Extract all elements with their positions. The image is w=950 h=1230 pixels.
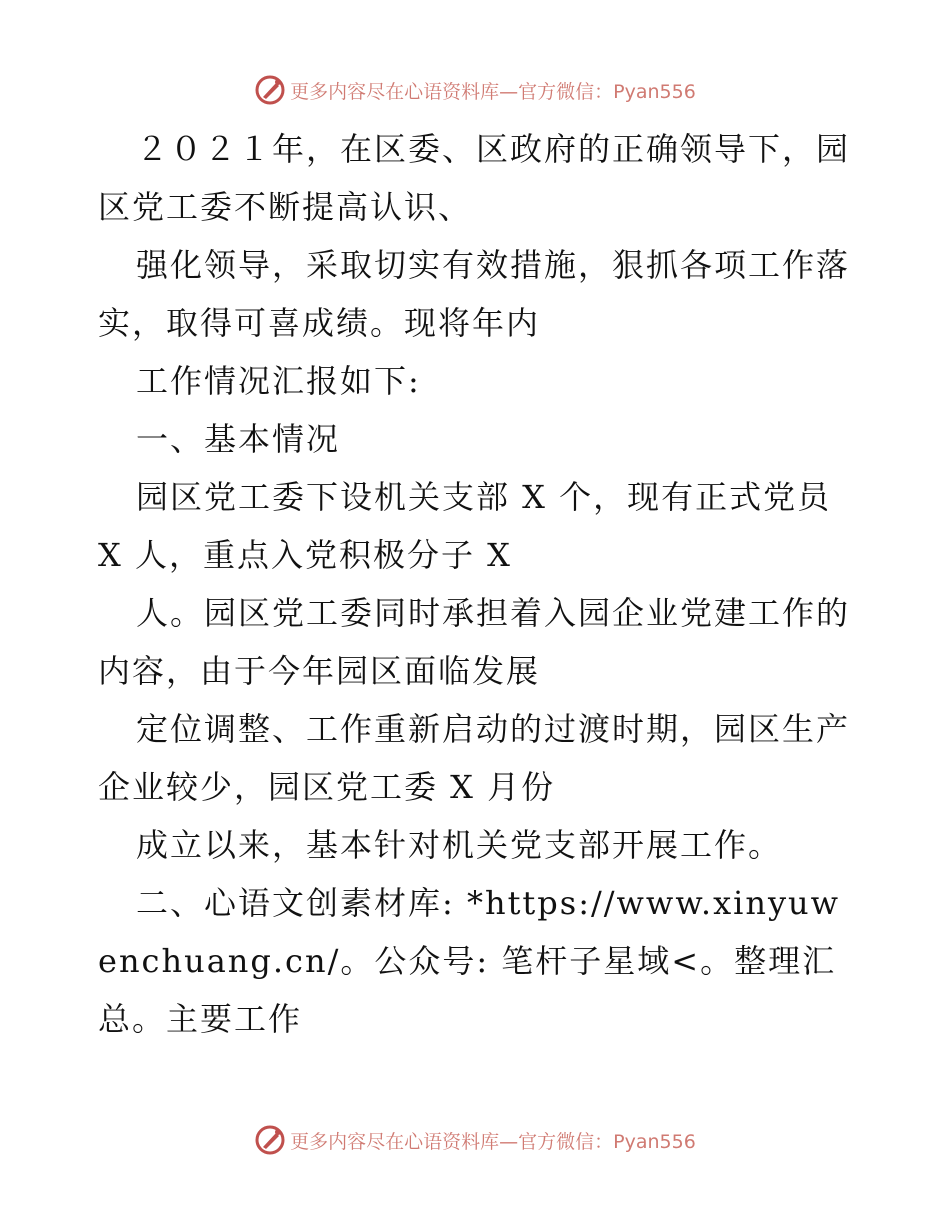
footer-watermark-text: 更多内容尽在心语资料库—官方微信：Pyan556 bbox=[290, 1130, 696, 1153]
paragraph-3: 工作情况汇报如下: bbox=[136, 362, 421, 400]
paragraph-5: 园区党工委下设机关支部 X 个，现有正式党员 X 人，重点入党积极分子 X bbox=[98, 478, 832, 574]
paragraph-1: ２０２１年，在区委、区政府的正确领导下，园区党工委不断提高认识、 bbox=[98, 130, 851, 226]
paragraph-8: 成立以来，基本针对机关党支部开展工作。 bbox=[136, 826, 783, 864]
header-watermark-text: 更多内容尽在心语资料库—官方微信：Pyan556 bbox=[290, 80, 696, 103]
paragraph-6: 人。园区党工委同时承担着入园企业党建工作的内容，由于今年园区面临发展 bbox=[98, 594, 851, 690]
section-heading-main-work: 二、心语文创素材库: *https://www.xinyuwenchuang.cn/。公众号: 笔杆子星域<。整理汇总。主要工作 bbox=[98, 884, 841, 1038]
paragraph-7: 定位调整、工作重新启动的过渡时期，园区生产企业较少，园区党工委 X 月份 bbox=[98, 710, 851, 806]
header-watermark bbox=[0, 70, 950, 110]
pen-logo-icon bbox=[254, 1124, 286, 1156]
footer-watermark bbox=[0, 1120, 950, 1160]
document-body bbox=[98, 120, 858, 1048]
section-heading-basic: 一、基本情况 bbox=[136, 420, 341, 458]
paragraph-2: 强化领导，采取切实有效措施，狠抓各项工作落实，取得可喜成绩。现将年内 bbox=[98, 246, 851, 342]
pen-logo-icon bbox=[254, 74, 286, 106]
